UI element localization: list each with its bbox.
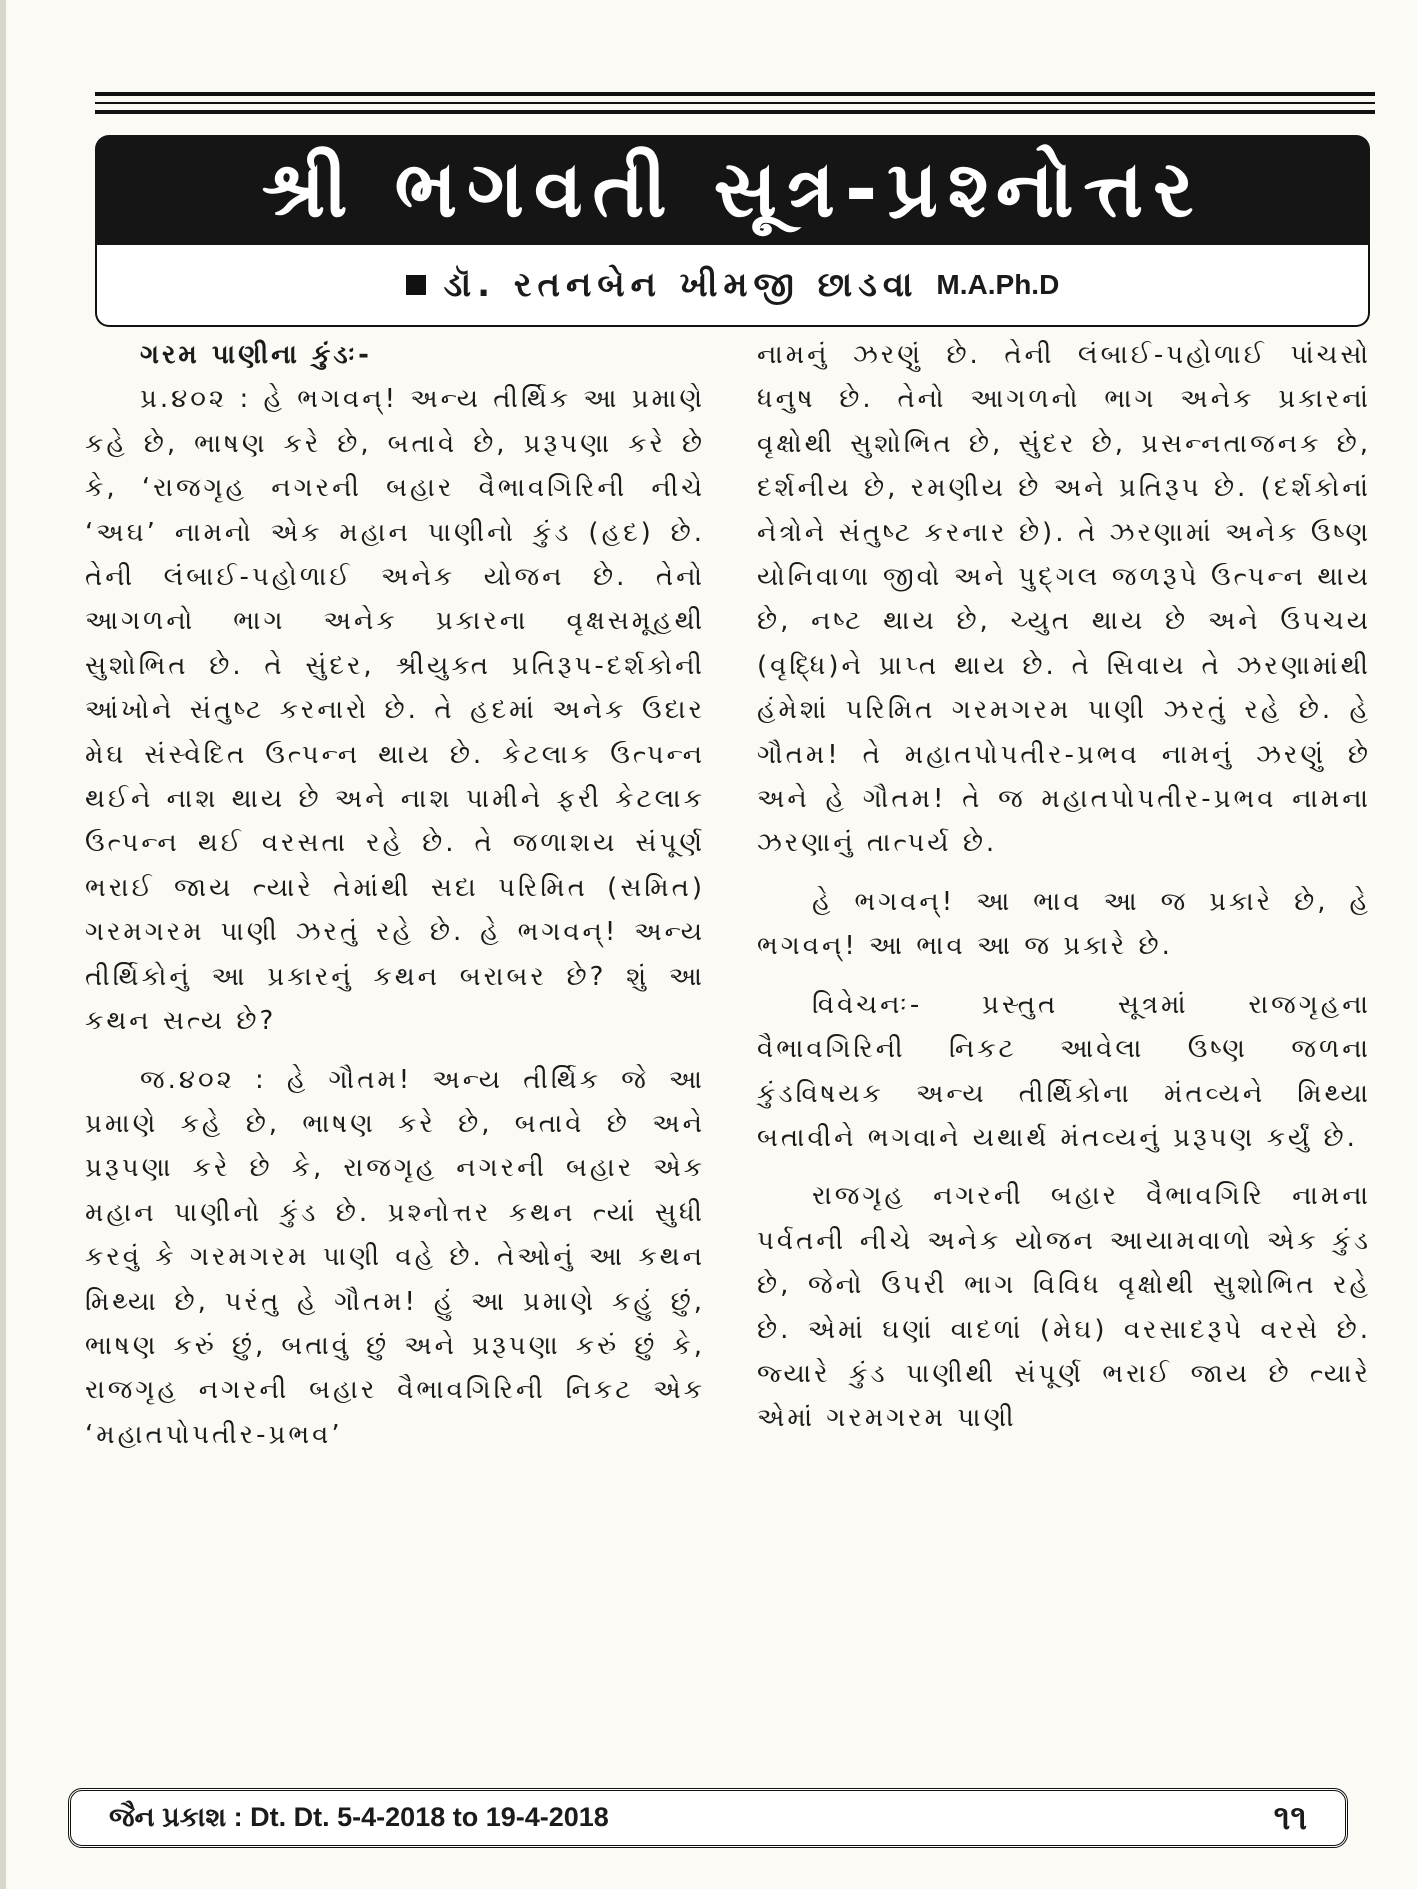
- explanation-paragraph: રાજગૃહ નગરની બહાર વૈભાવગિરિ નામના પર્વતની નીચે અનેક યોજન આયામવાળો એક કુંડ છે, જેનો ઉપરી ભાગ વિવિધ વૃક્ષોથી સુશોભિત રહે છે. એમાં ઘણાં વાદળાં (મેઘ) વરસાદરૂપે વરસે છે. જ્યારે કુંડ પાણીથી સંપૂર્ણ ભરાઈ જાય છે ત્યારે એમાં ગરમગરમ પાણી: [757, 1181, 1371, 1434]
- top-rule-thin: [95, 102, 1375, 104]
- top-rule-thick: [95, 92, 1375, 96]
- commentary-paragraph: વિવેચનઃ- પ્રસ્તુત સૂત્રમાં રાજગૃહના વૈભાવગિરિની નિકટ આવેલા ઉષ્ણ જળના કુંડવિષયક અન્ય તીર્થિકોના મંતવ્યને મિથ્યા બતાવીને ભગવાને યથાર્થ મંતવ્યનું પ્રરૂપણ કર્યું છે.: [757, 989, 1371, 1153]
- square-bullet-icon: [406, 275, 426, 295]
- page-number: ૧૧: [1273, 1798, 1307, 1838]
- page-footer: [68, 1788, 1348, 1848]
- closing-paragraph: હે ભગવન્‌! આ ભાવ આ જ પ્રકારે છે, હે ભગવન્‌! આ ભાવ આ જ પ્રકારે છે.: [757, 886, 1371, 962]
- right-column: [757, 333, 1371, 1455]
- page-edge: [0, 0, 6, 1889]
- author-banner: [95, 245, 1370, 327]
- section-heading: ગરમ પાણીના કુંડઃ-: [140, 340, 372, 370]
- left-column: [85, 333, 705, 1471]
- answer-continued-paragraph: નામનું ઝરણું છે. તેની લંબાઈ-પહોળાઈ પાંચસો ધનુષ છે. તેનો આગળનો ભાગ અનેક પ્રકારનાં વૃક્ષોથી સુશોભિત છે, સુંદર છે, પ્રસન્નતાજનક છે, દર્શનીય છે, રમણીય છે અને પ્રતિરૂપ છે. (દર્શકોનાં નેત્રોને સંતુષ્ટ કરનાર છે). તે ઝરણામાં અનેક ઉષ્ણ યોનિવાળા જીવો અને પુદ્‌ગલ જળરૂપે ઉત્પન્ન થાય છે, નષ્ટ થાય છે, ચ્યુત થાય છે અને ઉપચય (વૃદ્ધિ)ને પ્રાપ્ત થાય છે. તે સિવાય તે ઝરણામાંથી હંમેશાં પરિમિત ગરમગરમ પાણી ઝરતું રહે છે. હે ગૌતમ! તે મહાતપોપતીર-પ્રભવ નામનું ઝરણું છે અને હે ગૌતમ! તે જ મહાતપોપતીર-પ્રભવ નામના ઝરણાનું તાત્પર્ય છે.: [757, 340, 1371, 859]
- article-title: શ્રી ભગવતી સૂત્ર-પ્રશ્નોત્તર: [261, 144, 1204, 235]
- footer-publication: જૈન પ્રકાશ : Dt. Dt. 5-4-2018 to 19-4-2018: [109, 1802, 609, 1832]
- author-degree: M.A.Ph.D: [936, 269, 1060, 300]
- question-paragraph: પ્ર.૪૦૨ : હે ભગવન્‌! અન્ય તીર્થિક આ પ્રમાણે કહે છે, ભાષણ કરે છે, બતાવે છે, પ્રરૂપણા કરે છે કે, ‘રાજગૃહ નગરની બહાર વૈભાવગિરિની નીચે ‘અઘ’ નામનો એક મહાન પાણીનો કુંડ (હદ) છે. તેની લંબાઈ-પહોળાઈ અનેક યોજન છે. તેનો આગળનો ભાગ અનેક પ્રકારના વૃક્ષસમૂહથી સુશોભિત છે. તે સુંદર, શ્રીયુક્ત પ્રતિરૂપ-દર્શકોની આંખોને સંતુષ્ટ કરનારો છે. તે હદમાં અનેક ઉદાર મેઘ સંસ્વેદિત ઉત્પન્ન થાય છે. કેટલાક ઉત્પન્ન થઈને નાશ થાય છે અને નાશ પામીને ફરી કેટલાક ઉત્પન્ન થઈ વરસતા રહે છે. તે જળાશય સંપૂર્ણ ભરાઈ જાય ત્યારે તેમાંથી સદા પરિમિત (સમિત) ગરમગરમ પાણી ઝરતું રહે છે. હે ભગવન્‌! અન્ય તીર્થિકોનું આ પ્રકારનું કથન બરાબર છે? શું આ કથન સત્ય છે?: [85, 384, 705, 1037]
- top-rule-thick-2: [95, 110, 1375, 114]
- answer-paragraph: જ.૪૦૨ : હે ગૌતમ! અન્ય તીર્થિક જે આ પ્રમાણે કહે છે, ભાષણ કરે છે, બતાવે છે અને પ્રરૂપણા કરે છે કે, રાજગૃહ નગરની બહાર એક મહાન પાણીનો કુંડ છે. પ્રશ્નોત્તર કથન ત્યાં સુધી કરવું કે ગરમગરમ પાણી વહે છે. તેઓનું આ કથન મિથ્યા છે, પરંતુ હે ગૌતમ! હું આ પ્રમાણે કહું છું, ભાષણ કરું છું, બતાવું છું અને પ્રરૂપણા કરું છું કે, રાજગૃહ નગરની બહાર વૈભાવગિરિની નિકટ એક ‘મહાતપોપતીર-પ્રભવ’: [85, 1064, 705, 1450]
- author-name: ડૉ. રતનબેન ખીમજી છાડવા: [443, 265, 919, 305]
- title-banner: [95, 135, 1370, 245]
